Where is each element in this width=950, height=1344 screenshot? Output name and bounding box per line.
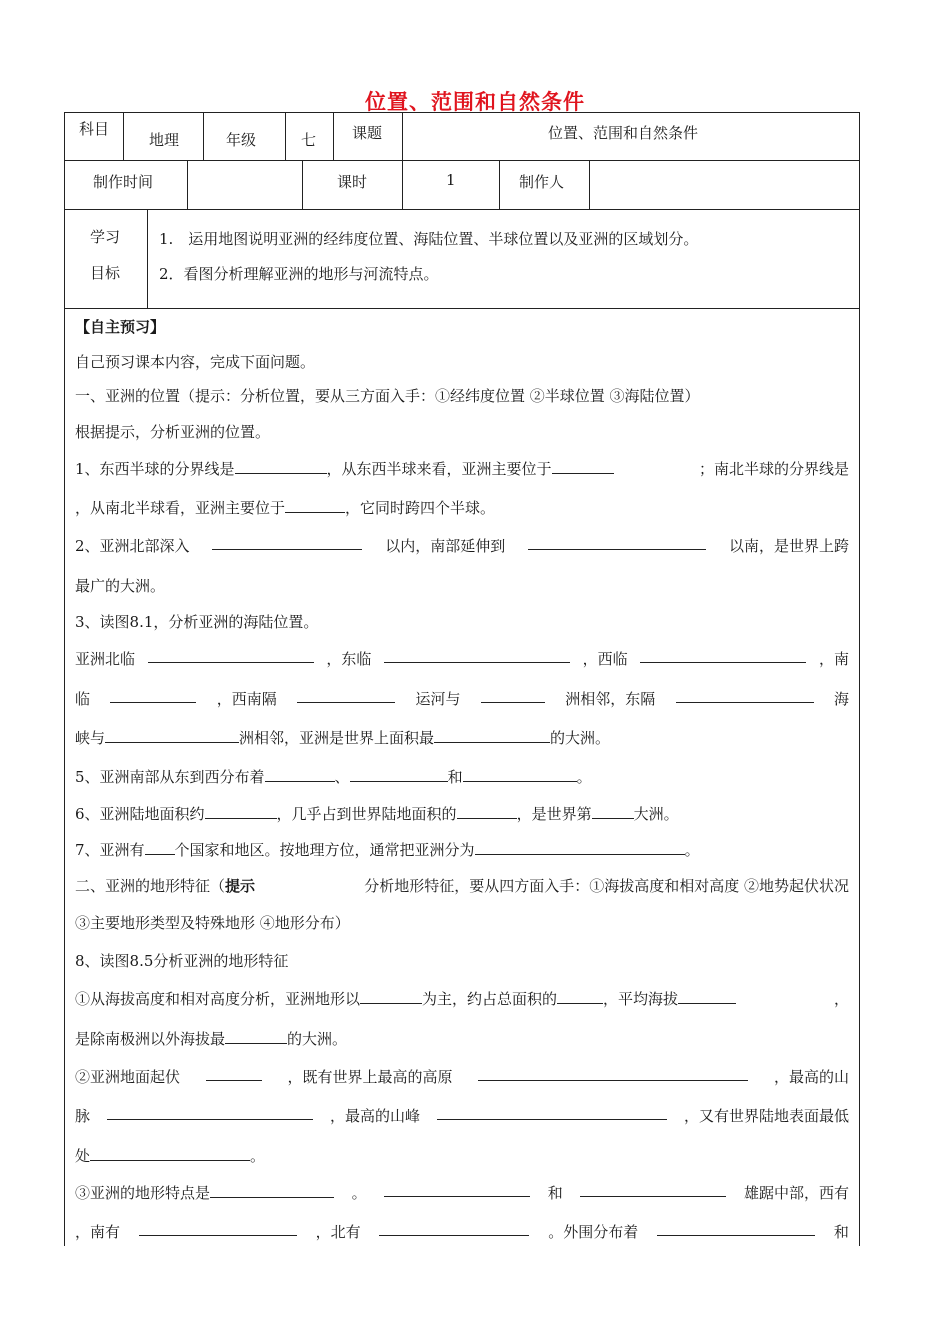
question-8: 8、读图8.5分析亚洲的地形特征 <box>75 952 289 970</box>
question-1: 1、东西半球的分界线是 ，从东西半球来看，亚洲主要位于 ；南北半球的分界线是 <box>75 460 849 478</box>
question-8-2: ②亚洲地面起伏 ，既有世界上最高的高原 ，最高的山 <box>75 1068 849 1086</box>
section-heading: 【自主预习】 <box>75 318 166 336</box>
objectives-label: 学习 <box>90 228 121 246</box>
section-title: 一、亚洲的位置（提示：分析位置，要从三方面入手：①经纬度位置 ②半球位置 ③海陆位置） <box>75 387 700 405</box>
period-value: 1 <box>446 171 456 189</box>
question-8-4: ，南有 ，北有 。外围分布着 和 <box>75 1223 849 1241</box>
question-8-1: ①从海拔高度和相对高度分析，亚洲地形以 为主，约占总面积的 ，平均海拔 ， <box>75 990 849 1008</box>
col-divider <box>285 113 286 160</box>
section-2-title: 二、亚洲的地形特征（提示 分析地形特征，要从四方面入手：①海拔高度和相对高度 ②地势起伏状况 <box>75 877 849 895</box>
grade-value: 七 <box>301 131 317 149</box>
question-2: 2、亚洲北部深入 以内，南部延伸到 以南，是世界上跨 <box>75 537 849 555</box>
col-divider <box>123 113 124 160</box>
col-divider <box>203 113 204 160</box>
question-3: 3、读图8.1，分析亚洲的海陆位置。 <box>75 613 319 631</box>
question-8-1-cont: 是除南极洲以外海拔最 的大洲。 <box>75 1030 348 1048</box>
objectives-label: 目标 <box>90 264 121 282</box>
intro-text: 自己预习课本内容，完成下面问题。 <box>75 353 316 371</box>
topic-label: 课题 <box>352 124 383 142</box>
question-8-2-end: 处 。 <box>75 1147 266 1165</box>
row-divider <box>65 209 859 210</box>
objective-item: 2．看图分析理解亚洲的地形与河流特点。 <box>159 265 439 283</box>
subject-value: 地理 <box>149 131 180 149</box>
col-divider <box>187 160 188 209</box>
col-divider <box>333 113 334 160</box>
col-divider <box>402 113 403 160</box>
objective-item: 1. 运用地图说明亚洲的经纬度位置、海陆位置、半球位置以及亚洲的区域划分。 <box>159 230 699 248</box>
question-5: 5、亚洲南部从东到西分布着 、 和 。 <box>75 768 592 786</box>
question-7: 7、亚洲有 个国家和地区。按地理方位，通常把亚洲分为 。 <box>75 841 700 859</box>
author-label: 制作人 <box>519 173 565 191</box>
subject-label: 科目 <box>79 120 110 138</box>
question-3-line-2: 临 ，西南隔 运河与 洲相邻，东隔 海 <box>75 690 849 708</box>
row-divider <box>65 308 859 309</box>
worksheet-table <box>64 112 860 1246</box>
question-2-cont: 最广的大洲。 <box>75 577 166 595</box>
col-divider <box>589 160 590 209</box>
col-divider <box>499 160 500 209</box>
topic-value: 位置、范围和自然条件 <box>548 124 699 142</box>
row-divider <box>65 160 859 161</box>
question-1-cont: ，从南北半球看，亚洲主要位于 ，它同时跨四个半球。 <box>75 499 496 517</box>
question-8-3: ③亚洲的地形特点是 。 和 雄踞中部，西有 <box>75 1184 849 1202</box>
time-label: 制作时间 <box>93 173 154 191</box>
period-label: 课时 <box>337 173 368 191</box>
col-divider <box>147 209 148 308</box>
section-2-title-cont: ③主要地形类型及特殊地形 ④地形分布） <box>75 914 350 932</box>
question-6: 6、亚洲陆地面积约 ，几乎占到世界陆地面积的 ，是世界第 大洲。 <box>75 805 679 823</box>
grade-label: 年级 <box>226 131 257 149</box>
question-8-2-cont: 脉 ，最高的山峰 ，又有世界陆地表面最低 <box>75 1107 849 1125</box>
page-title: 位置、范围和自然条件 <box>365 90 585 114</box>
question-3-line-1: 亚洲北临 ，东临 ，西临 ，南 <box>75 650 849 668</box>
col-divider <box>402 160 403 209</box>
hint-text: 根据提示，分析亚洲的位置。 <box>75 423 271 441</box>
col-divider <box>302 160 303 209</box>
question-3-line-3: 峡与 洲相邻，亚洲是世界上面积最 的大洲。 <box>75 729 611 747</box>
